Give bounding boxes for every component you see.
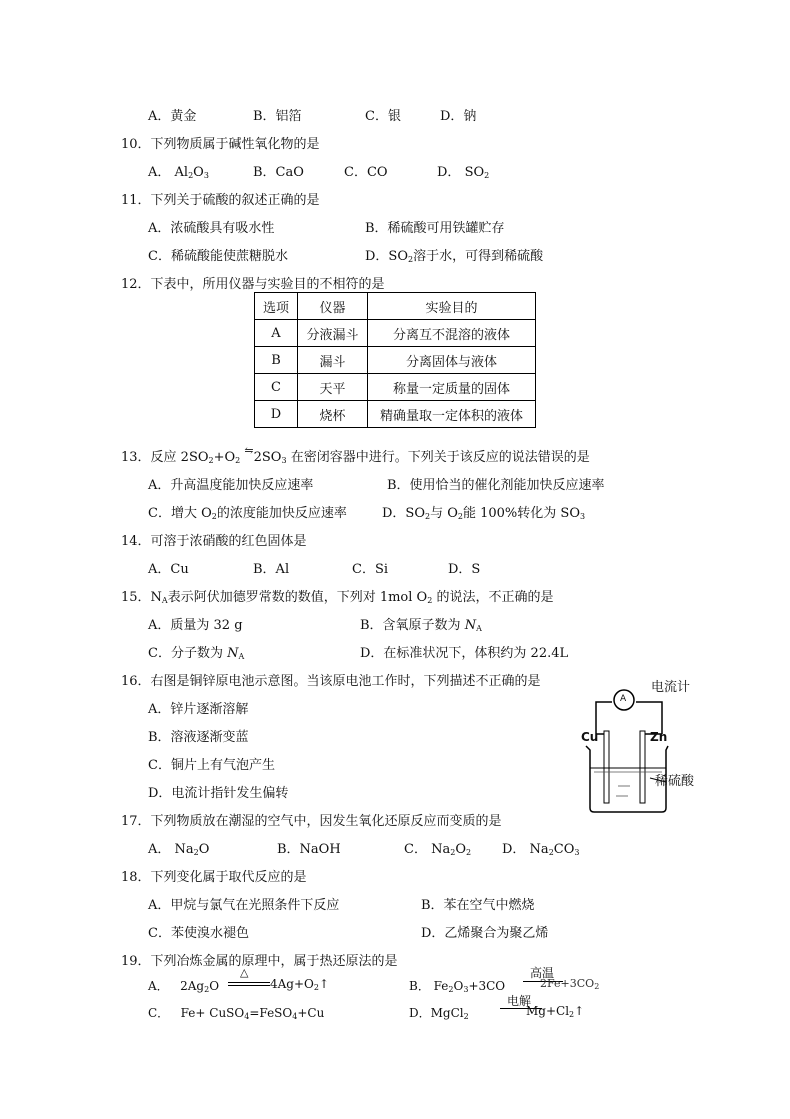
q10-option-d: D． $SO_2$ xyxy=(437,165,490,180)
acid-label: 稀硫酸 xyxy=(655,774,695,789)
table-cell: A xyxy=(255,320,298,347)
q19-option-c: C． Fe+ CuSO$_4$=FeSO$_4$+Cu xyxy=(148,1006,325,1021)
q9-option-d: D．钠 xyxy=(440,109,477,124)
table-cell: 分液漏斗 xyxy=(298,320,368,347)
q19-option-b: B． $Fe_2O_3+3CO$ xyxy=(409,979,506,994)
table-row xyxy=(255,401,536,428)
q14-option-b: B．Al xyxy=(253,562,290,577)
ammeter-label: A xyxy=(620,694,627,704)
table-cell: 称量一定质量的固体 xyxy=(368,374,536,401)
q10-option-a: A． $Al_2O_3$ xyxy=(148,165,209,180)
high-temp-condition: 高温 xyxy=(530,966,555,980)
q15-option-d: D．在标准状况下，体积约为 22.4L xyxy=(360,646,569,661)
q9-option-c: C．银 xyxy=(365,109,401,124)
q15-option-b: B．含氧原子数为 $N_A$ xyxy=(360,618,482,633)
q10-option-b: B．CaO xyxy=(253,165,304,180)
table-cell: 漏斗 xyxy=(298,347,368,374)
wire-left xyxy=(596,702,612,734)
q17-option-c: C． $Na_2O_2$ xyxy=(404,842,472,857)
q16-option-a: A．锌片逐渐溶解 xyxy=(148,702,249,717)
q11-option-b: B．稀硫酸可用铁罐贮存 xyxy=(365,221,505,236)
heat-triangle: △ xyxy=(240,966,249,979)
zn-label: Zn xyxy=(650,730,668,744)
q16-option-b: B．溶液逐渐变蓝 xyxy=(148,730,249,745)
cu-label: Cu xyxy=(581,730,599,744)
q17-option-a: A． $Na_2O$ xyxy=(148,842,210,857)
q13-option-a: A．升高温度能加快反应速率 xyxy=(148,478,314,493)
q15-option-a: A．质量为 32 g xyxy=(148,618,243,633)
table-cell: 分离互不混溶的液体 xyxy=(368,320,536,347)
zinc-electrode xyxy=(640,731,645,803)
electrolysis-condition: 电解 xyxy=(507,994,532,1008)
table-cell: C xyxy=(255,374,298,401)
q14-stem: 14．可溶于浓硝酸的红色固体是 xyxy=(121,534,307,549)
q11-option-a: A．浓硫酸具有吸水性 xyxy=(148,221,275,236)
q16-stem: 16．右图是铜锌原电池示意图。当该原电池工作时，下列描述不正确的是 xyxy=(121,674,541,689)
q18-option-a: A．甲烷与氯气在光照条件下反应 xyxy=(148,898,340,913)
q16-option-c: C．铜片上有气泡产生 xyxy=(148,758,275,773)
q9-option-b: B．铝箔 xyxy=(253,109,302,124)
q19-option-d: D．MgCl$_2$ xyxy=(409,1006,469,1021)
q17-option-d: D． $Na_2CO_3$ xyxy=(502,842,580,857)
reaction-line xyxy=(228,982,270,983)
q9-option-a: A．黄金 xyxy=(148,109,197,124)
table-header-cell: 实验目的 xyxy=(368,293,536,320)
q11-option-d: D．$SO_2$溶于水，可得到稀硫酸 xyxy=(365,249,544,264)
galvanic-cell-figure xyxy=(578,676,698,816)
q12-stem: 12．下表中，所用仪器与实验目的不相符的是 xyxy=(121,277,385,292)
q19-stem: 19．下列冶炼金属的原理中，属于热还原法的是 xyxy=(121,954,398,969)
q18-stem: 18．下列变化属于取代反应的是 xyxy=(121,870,307,885)
q18-option-c: C．苯使溴水褪色 xyxy=(148,926,249,941)
table-row xyxy=(255,347,536,374)
table-row xyxy=(255,374,536,401)
q19-option-b-products: $2Fe+3CO_2$ xyxy=(540,977,600,991)
table-cell: 精确量取一定体积的液体 xyxy=(368,401,536,428)
copper-electrode xyxy=(604,731,609,803)
q13-option-c: C．增大 $O_2$的浓度能加快反应速率 xyxy=(148,506,347,521)
q19-option-a: A． $2Ag_2O$ xyxy=(148,979,220,994)
table-row xyxy=(255,320,536,347)
q10-option-c: C．CO xyxy=(344,165,388,180)
table-cell: 天平 xyxy=(298,374,368,401)
q17-option-b: B．NaOH xyxy=(277,842,341,857)
q14-option-c: C．Si xyxy=(352,562,389,577)
table-cell: D xyxy=(255,401,298,428)
q14-option-a: A．Cu xyxy=(148,562,189,577)
table-cell: B xyxy=(255,347,298,374)
q18-option-d: D．乙烯聚合为聚乙烯 xyxy=(421,926,549,941)
q18-option-b: B．苯在空气中燃烧 xyxy=(421,898,535,913)
q13-option-d: D．$SO_2$与 $O_2$能 100%转化为 $SO_3$ xyxy=(382,506,586,521)
table-cell: 分离固体与液体 xyxy=(368,347,536,374)
q13-option-b: B．使用恰当的催化剂能加快反应速率 xyxy=(387,478,605,493)
q15-stem: 15．$N_A$表示阿伏加德罗常数的数值，下列对 1mol $O_2$ 的说法，不正确的是 xyxy=(121,590,554,605)
q14-option-d: D．S xyxy=(448,562,481,577)
table-header-row xyxy=(255,293,536,320)
q11-option-c: C．稀硫酸能使蔗糖脱水 xyxy=(148,249,288,264)
q17-stem: 17．下列物质放在潮湿的空气中，因发生氧化还原反应而变质的是 xyxy=(121,814,502,829)
q13-stem: 13．反应 $2SO_2+O_2$ $^⇋2SO_3$ 在密闭容器中进行。下列关于该反应的说法错误的是 xyxy=(121,444,590,465)
meter-label: 电流计 xyxy=(651,680,691,695)
q10-stem: 10．下列物质属于碱性氧化物的是 xyxy=(121,137,320,152)
table-header-cell: 仪器 xyxy=(298,293,368,320)
table-header-cell: 选项 xyxy=(255,293,298,320)
q19-option-d-products: $Mg+Cl_2↑$ xyxy=(526,1004,585,1019)
q15-option-c: C．分子数为 $N_A$ xyxy=(148,646,245,661)
q16-option-d: D．电流计指针发生偏转 xyxy=(148,786,289,801)
q19-option-a-products: $4Ag+O_2↑$ xyxy=(270,977,330,992)
q11-stem: 11．下列关于硫酸的叙述正确的是 xyxy=(121,193,320,208)
reaction-line xyxy=(228,985,270,986)
q12-table xyxy=(254,292,536,428)
table-cell: 烧杯 xyxy=(298,401,368,428)
